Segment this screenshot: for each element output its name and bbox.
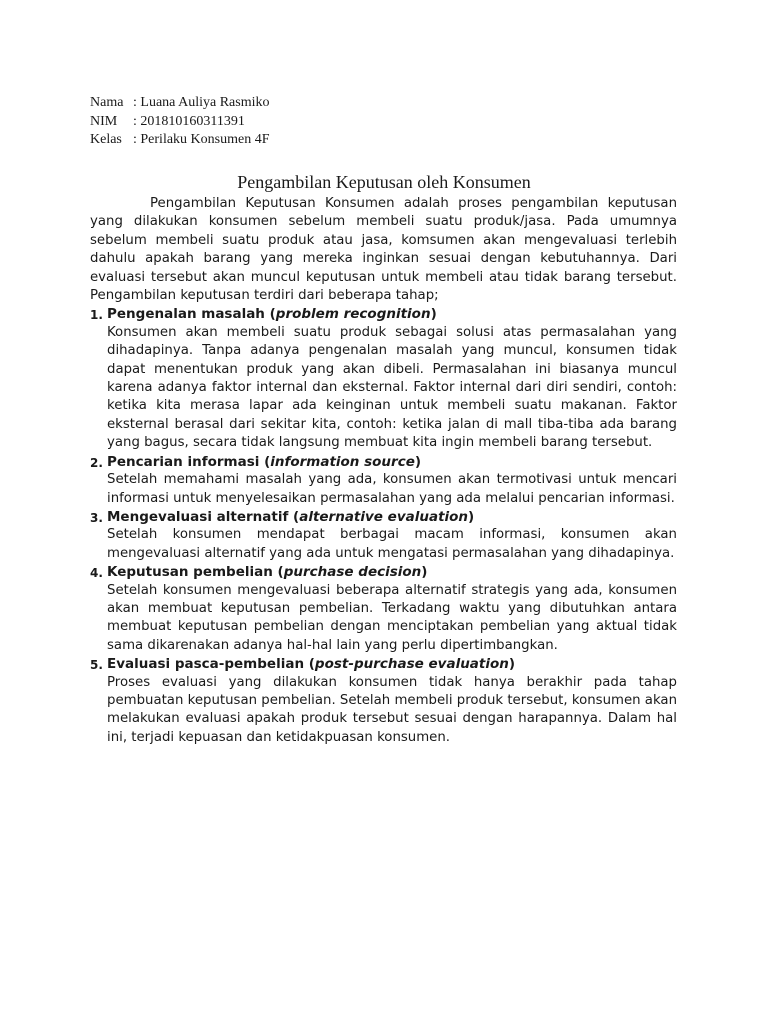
list-item [90,305,677,452]
item-title: Evaluasi pasca-pembelian (post-purchase evaluation) [107,656,516,673]
item-number: 4. [90,566,103,581]
class-row [90,131,270,150]
nim-label: NIM [90,113,118,129]
item-title: Mengevaluasi alternatif (alternative evaluation) [107,508,475,525]
name-label: Nama [90,95,124,110]
list-item [90,655,677,747]
list-item [90,508,677,563]
name-row [90,94,270,113]
item-number: 2. [90,455,103,470]
student-info [90,94,270,150]
item-number: 5. [90,658,103,673]
class-label: Kelas [90,132,122,147]
item-title: Pencarian informasi (information source) [107,453,422,470]
item-number: 3. [90,510,103,525]
document-title: Pengambilan Keputusan oleh Konsumen [237,172,531,192]
class-value: : Perilaku Konsumen 4F [133,132,270,147]
list-item [90,563,677,655]
nim-row [90,113,270,132]
item-body: Setelah konsumen mengevaluasi beberapa alternatif strategis yang ada, konsumen akan membuat keputusan pembelian. Terkadang waktu yang dibutuhkan antara membuat keputusan pembelian dengan menciptakan pembelian yang aktual tidak sama dikarenakan adanya hal-hal lain yang perlu dipertimbangkan. [107,582,677,653]
item-body: Proses evaluasi yang dilakukan konsumen tidak hanya berakhir pada tahap pembuatan keputusan pembelian. Setelah membeli produk tersebut, konsumen akan melakukan evaluasi apakah produk tersebut sesuai dengan harapannya. Dalam hal ini, terjadi kepuasan dan ketidakpuasan konsumen. [107,674,677,745]
item-term: problem recognition [275,306,431,323]
document-body [90,195,677,747]
item-title: Pengenalan masalah (problem recognition) [107,306,437,323]
item-body: Setelah memahami masalah yang ada, konsumen akan termotivasi untuk mencari informasi untuk menyelesaikan permasalahan yang ada melalui pencarian informasi. [107,472,677,506]
item-body: Konsumen akan membeli suatu produk sebagai solusi atas permasalahan yang dihadapinya. Tanpa adanya pengenalan masalah yang muncul, konsumen tidak dapat menentukan produk yang akan dibeli. Permasalahan ini biasanya muncul karena adanya faktor internal dan eksternal. Faktor internal dari diri sendiri, contoh: ketika kita merasa lapar ada keinginan untuk membeli suatu makanan. Faktor eksternal berasal dari sekitar kita, contoh: ketika jalan di mall tiba-tiba ada barang yang bagus, secara tidak langsung membuat kita ingin membeli barang tersebut. [107,324,677,451]
item-term: purchase decision [283,564,422,581]
item-title: Keputusan pembelian (purchase decision) [107,564,428,581]
list-item [90,453,677,508]
item-term: alternative evaluation [299,508,469,525]
intro-paragraph: Pengambilan Keputusan Konsumen adalah proses pengambilan keputusan yang dilakukan konsumen sebelum membeli suatu produk/jasa. Pada umumnya sebelum membeli suatu produk atau jasa, komsumen akan mengevaluasi terlebih dahulu apakah barang yang mereka inginkan sesuai dengan kebutuhannya. Dari evaluasi tersebut akan muncul keputusan untuk membeli atau tidak barang tersebut. Pengambilan keputusan terdiri dari beberapa tahap; [90,196,677,304]
item-number: 1. [90,308,103,323]
item-body: Setelah konsumen mendapat berbagai macam informasi, konsumen akan mengevaluasi alternatif yang ada untuk mengatasi permasalahan yang dihadapinya. [107,527,677,561]
stage-list [90,305,677,747]
item-term: post-purchase evaluation [314,656,509,673]
name-value: : Luana Auliya Rasmiko [133,95,270,110]
nim-value: : 201810160311391 [133,113,245,129]
item-term: information source [270,453,415,470]
